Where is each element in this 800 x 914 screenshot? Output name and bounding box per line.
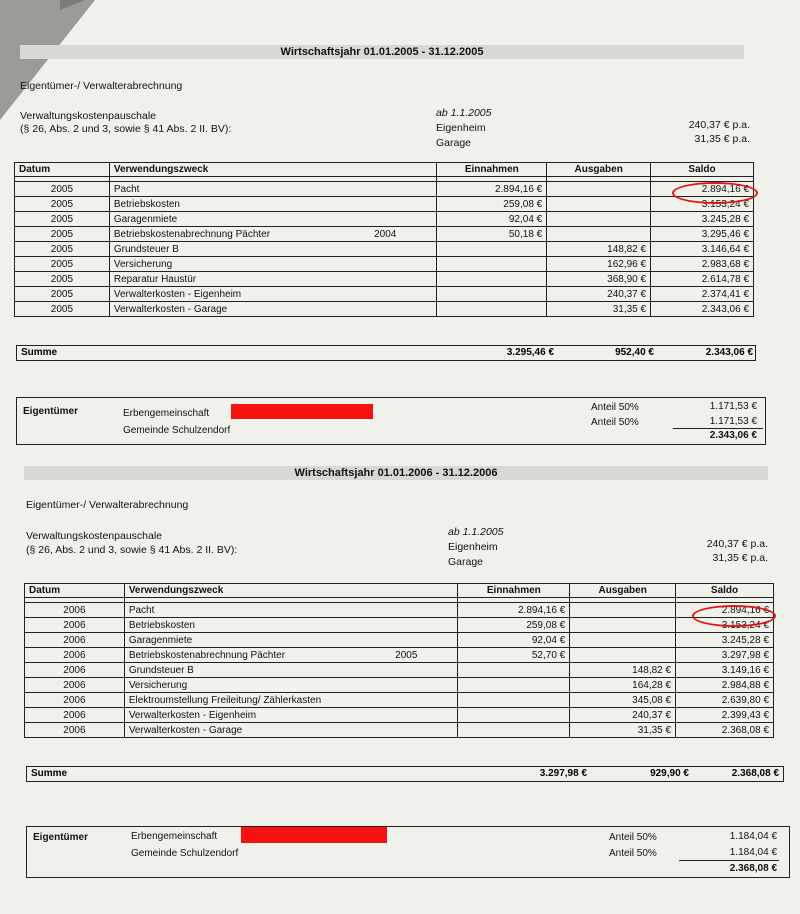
row-balance: 3.245,28 € xyxy=(676,633,774,648)
owners-total: 2.343,06 € xyxy=(709,430,757,441)
row-balance: 2.374,41 € xyxy=(651,287,754,302)
row-purpose xyxy=(124,723,458,738)
row-income: 52,70 € xyxy=(458,648,570,663)
header-ausgaben: Ausgaben xyxy=(570,584,676,598)
owner-1-name: Erbengemeinschaft xyxy=(131,831,218,842)
row-year: 2006 xyxy=(25,708,125,723)
row-balance: 2.894,16 € xyxy=(651,182,754,197)
row-purpose xyxy=(109,272,437,287)
row-balance: 2.894,16 € xyxy=(676,603,774,618)
row-year: 2005 xyxy=(15,182,110,197)
row-expense: 148,82 € xyxy=(547,242,651,257)
row-expense: 162,96 € xyxy=(547,257,651,272)
circled-balance-annotation xyxy=(692,605,776,627)
row-purpose-text: Garagenmiete xyxy=(113,213,178,225)
row-expense: 164,28 € xyxy=(570,678,676,693)
share-2-label: Anteil 50% xyxy=(591,417,639,428)
row-expense: 148,82 € xyxy=(570,663,676,678)
row-income: 92,04 € xyxy=(458,633,570,648)
table-row xyxy=(15,272,754,287)
pauschale-label: Verwaltungskostenpauschale xyxy=(26,530,163,542)
row-year: 2006 xyxy=(25,693,125,708)
summe-label: Summe xyxy=(21,347,58,358)
summe-expense: 929,90 € xyxy=(650,768,689,779)
row-purpose-text: Pacht xyxy=(128,604,155,616)
row-year: 2005 xyxy=(15,272,110,287)
row-balance: 3.153,24 € xyxy=(651,197,754,212)
row-purpose xyxy=(109,197,437,212)
row-balance: 3.245,28 € xyxy=(651,212,754,227)
owner-1-name: Erbengemeinschaft xyxy=(123,408,210,419)
table-row xyxy=(25,678,774,693)
header-einnahmen: Einnahmen xyxy=(458,584,570,598)
table-row xyxy=(15,182,754,197)
summe-row xyxy=(16,345,756,361)
row-income xyxy=(437,302,547,317)
total-underline xyxy=(679,860,779,861)
row-expense xyxy=(547,197,651,212)
row-year: 2005 xyxy=(15,287,110,302)
row-purpose-text: Betriebskostenabrechnung Pächter xyxy=(113,228,271,240)
owner-2-name: Gemeinde Schulzendorf xyxy=(123,425,231,436)
summe-label: Summe xyxy=(31,768,68,779)
table-row xyxy=(15,257,754,272)
row-purpose-text: Verwalterkosten - Eigenheim xyxy=(113,288,242,300)
ledger-table xyxy=(14,162,754,317)
owners-label: Eigentümer xyxy=(33,832,89,843)
row-purpose-text: Garagenmiete xyxy=(128,634,193,646)
row-purpose xyxy=(124,618,458,633)
table-row xyxy=(15,197,754,212)
row-income: 2.894,16 € xyxy=(458,603,570,618)
eigenheim-label: Eigenheim xyxy=(436,122,486,134)
row-year: 2005 xyxy=(15,302,110,317)
summe-row xyxy=(26,766,784,782)
row-purpose-text: Versicherung xyxy=(113,258,173,270)
row-balance: 2.399,43 € xyxy=(676,708,774,723)
row-expense: 31,35 € xyxy=(547,302,651,317)
row-expense xyxy=(547,212,651,227)
statement-subtitle: Eigentümer-/ Verwalterabrechnung xyxy=(26,499,189,511)
row-income xyxy=(437,287,547,302)
statement-subtitle: Eigentümer-/ Verwalterabrechnung xyxy=(20,80,183,92)
fiscal-year-banner: Wirtschaftsjahr 01.01.2006 - 31.12.2006 xyxy=(24,466,768,480)
pauschale-label: Verwaltungskostenpauschale xyxy=(20,110,157,122)
table-row xyxy=(25,723,774,738)
fiscal-year-banner: Wirtschaftsjahr 01.01.2005 - 31.12.2005 xyxy=(20,45,744,59)
row-year: 2006 xyxy=(25,618,125,633)
row-purpose xyxy=(124,708,458,723)
row-balance: 2.639,80 € xyxy=(676,693,774,708)
pauschale-reference: (§ 26, Abs. 2 und 3, sowie § 41 Abs. 2 II. BV): xyxy=(20,123,232,135)
row-purpose-text: Betriebskosten xyxy=(128,619,195,631)
owners-label: Eigentümer xyxy=(23,406,79,417)
row-balance: 2.368,08 € xyxy=(676,723,774,738)
pauschale-reference: (§ 26, Abs. 2 und 3, sowie § 41 Abs. 2 II. BV): xyxy=(26,544,238,556)
garage-label: Garage xyxy=(448,556,484,568)
row-purpose xyxy=(124,633,458,648)
garage-label: Garage xyxy=(436,137,472,149)
owner-2-name: Gemeinde Schulzendorf xyxy=(131,848,239,859)
row-income: 92,04 € xyxy=(437,212,547,227)
redaction-bar xyxy=(231,404,373,419)
share-1-label: Anteil 50% xyxy=(591,402,639,413)
table-row xyxy=(15,212,754,227)
row-expense xyxy=(570,648,676,663)
row-balance: 2.343,06 € xyxy=(651,302,754,317)
row-income xyxy=(437,242,547,257)
owners-box xyxy=(16,397,766,445)
share-2-value: 1.171,53 € xyxy=(709,416,757,427)
summe-balance: 2.343,06 € xyxy=(705,347,753,358)
row-purpose xyxy=(124,693,458,708)
row-purpose xyxy=(109,287,437,302)
header-saldo: Saldo xyxy=(651,163,754,177)
row-year: 2006 xyxy=(25,723,125,738)
row-income xyxy=(437,272,547,287)
share-1-label: Anteil 50% xyxy=(609,832,657,843)
header-verwendungszweck: Verwendungszweck xyxy=(124,584,458,598)
row-balance: 3.295,46 € xyxy=(651,227,754,242)
row-purpose xyxy=(109,227,437,242)
row-expense: 240,37 € xyxy=(570,708,676,723)
pauschale-from: ab 1.1.2005 xyxy=(448,526,504,538)
table-row xyxy=(25,648,774,663)
row-year: 2006 xyxy=(25,648,125,663)
row-note: 2004 xyxy=(374,228,397,240)
header-datum: Datum xyxy=(25,584,125,598)
row-year: 2006 xyxy=(25,603,125,618)
row-purpose xyxy=(124,663,458,678)
row-purpose-text: Versicherung xyxy=(128,679,188,691)
summe-expense: 952,40 € xyxy=(615,347,654,358)
redaction-bar xyxy=(241,827,387,843)
eigenheim-value: 240,37 € p.a. xyxy=(688,119,750,131)
row-income xyxy=(458,678,570,693)
row-year: 2006 xyxy=(25,663,125,678)
row-purpose-text: Betriebskosten xyxy=(113,198,180,210)
row-purpose xyxy=(109,242,437,257)
table-row xyxy=(15,227,754,242)
pauschale-from: ab 1.1.2005 xyxy=(436,107,492,119)
row-expense: 345,08 € xyxy=(570,693,676,708)
header-datum: Datum xyxy=(15,163,110,177)
row-balance: 3.146,64 € xyxy=(651,242,754,257)
folded-page-corner-shadow xyxy=(60,0,85,10)
row-income: 50,18 € xyxy=(437,227,547,242)
row-purpose-text: Verwalterkosten - Eigenheim xyxy=(128,709,257,721)
row-year: 2005 xyxy=(15,212,110,227)
share-1-value: 1.184,04 € xyxy=(729,831,777,842)
row-expense xyxy=(547,182,651,197)
row-year: 2005 xyxy=(15,197,110,212)
table-row xyxy=(15,242,754,257)
table-row xyxy=(25,603,774,618)
row-expense xyxy=(570,603,676,618)
row-purpose-text: Reparatur Haustür xyxy=(113,273,197,285)
row-purpose xyxy=(109,302,437,317)
garage-value: 31,35 € p.a. xyxy=(694,133,750,145)
row-income: 2.894,16 € xyxy=(437,182,547,197)
eigenheim-value: 240,37 € p.a. xyxy=(706,538,768,550)
table-row xyxy=(15,302,754,317)
ledger-header-row xyxy=(15,163,754,177)
row-balance: 3.153,24 € xyxy=(676,618,774,633)
header-ausgaben: Ausgaben xyxy=(547,163,651,177)
row-purpose-text: Pacht xyxy=(113,183,140,195)
row-income xyxy=(458,708,570,723)
header-saldo: Saldo xyxy=(676,584,774,598)
owners-total: 2.368,08 € xyxy=(729,863,777,874)
circled-balance-annotation xyxy=(672,182,758,204)
row-purpose xyxy=(124,678,458,693)
row-expense xyxy=(570,633,676,648)
row-balance: 2.984,88 € xyxy=(676,678,774,693)
summe-balance: 2.368,08 € xyxy=(731,768,779,779)
share-2-value: 1.184,04 € xyxy=(729,847,777,858)
table-row xyxy=(25,708,774,723)
summe-income: 3.297,98 € xyxy=(539,768,587,779)
row-balance: 2.614,78 € xyxy=(651,272,754,287)
header-einnahmen: Einnahmen xyxy=(437,163,547,177)
ledger-header-row xyxy=(25,584,774,598)
row-purpose-text: Grundsteuer B xyxy=(113,243,179,255)
table-row xyxy=(25,663,774,678)
ledger-table xyxy=(24,583,774,738)
table-row xyxy=(25,633,774,648)
table-row xyxy=(15,287,754,302)
row-income xyxy=(458,693,570,708)
garage-value: 31,35 € p.a. xyxy=(712,552,768,564)
share-2-label: Anteil 50% xyxy=(609,848,657,859)
row-income xyxy=(458,663,570,678)
row-year: 2005 xyxy=(15,257,110,272)
summe-income: 3.295,46 € xyxy=(506,347,554,358)
row-expense xyxy=(547,227,651,242)
header-verwendungszweck: Verwendungszweck xyxy=(109,163,437,177)
row-income xyxy=(437,257,547,272)
row-purpose xyxy=(109,257,437,272)
row-purpose-text: Verwalterkosten - Garage xyxy=(113,303,228,315)
row-income: 259,08 € xyxy=(458,618,570,633)
row-purpose-text: Elektroumstellung Freileitung/ Zählerkasten xyxy=(128,694,322,706)
table-row xyxy=(25,693,774,708)
table-row xyxy=(25,618,774,633)
row-year: 2006 xyxy=(25,678,125,693)
row-purpose-text: Betriebskostenabrechnung Pächter xyxy=(128,649,286,661)
row-purpose xyxy=(124,603,458,618)
row-expense: 368,90 € xyxy=(547,272,651,287)
row-purpose-text: Grundsteuer B xyxy=(128,664,194,676)
row-balance: 3.297,98 € xyxy=(676,648,774,663)
row-purpose xyxy=(109,212,437,227)
share-1-value: 1.171,53 € xyxy=(709,401,757,412)
row-balance: 3.149,16 € xyxy=(676,663,774,678)
row-purpose-text: Verwalterkosten - Garage xyxy=(128,724,243,736)
folded-page-corner xyxy=(0,0,95,120)
row-purpose xyxy=(109,182,437,197)
row-expense xyxy=(570,618,676,633)
row-purpose xyxy=(124,648,458,663)
row-income xyxy=(458,723,570,738)
row-balance: 2.983,68 € xyxy=(651,257,754,272)
owners-box xyxy=(26,826,790,878)
row-note: 2005 xyxy=(395,649,418,661)
row-year: 2006 xyxy=(25,633,125,648)
row-income: 259,08 € xyxy=(437,197,547,212)
row-expense: 240,37 € xyxy=(547,287,651,302)
row-expense: 31,35 € xyxy=(570,723,676,738)
row-year: 2005 xyxy=(15,242,110,257)
eigenheim-label: Eigenheim xyxy=(448,541,498,553)
row-year: 2005 xyxy=(15,227,110,242)
